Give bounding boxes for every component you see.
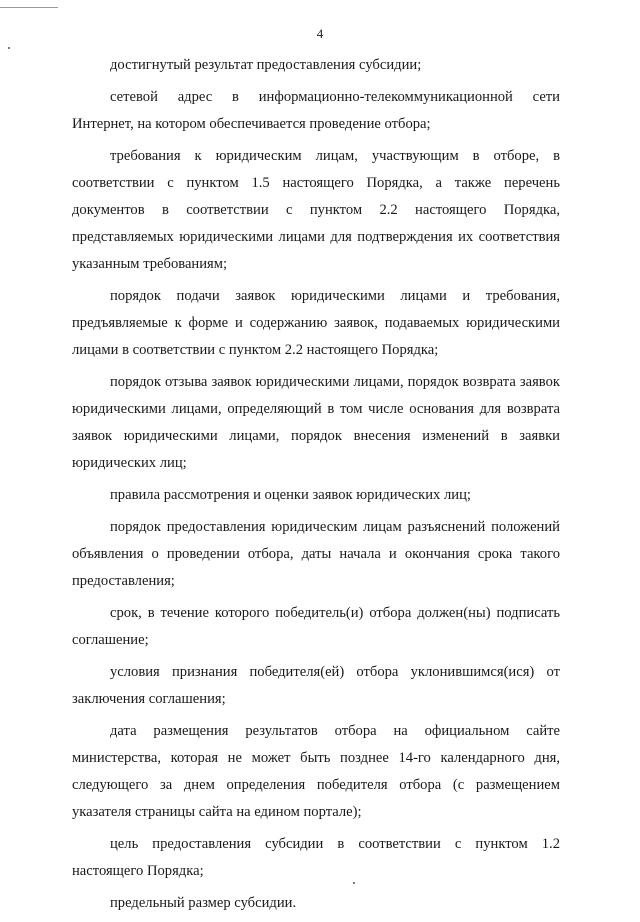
document-body xyxy=(72,52,560,922)
paragraph: порядок подачи заявок юридическими лицами и требования, предъявляемые к форме и содержанию заявок, подаваемых юридическими лицами в соответствии с пунктом 2.2 настоящего Порядка; xyxy=(72,288,560,358)
paragraph: дата размещения результатов отбора на официальном сайте министерства, которая не может быть позднее 14-го календарного дня, следующего за днем определения победителя отбора (с размещением указателя страницы сайта на едином портале); xyxy=(72,723,560,820)
paragraph: порядок отзыва заявок юридическими лицами, порядок возврата заявок юридическими лицами, определяющий в том числе основания для возврата заявок юридическими лицами, порядок внесения изменений в заявки юридических лиц; xyxy=(72,374,560,471)
paragraph: порядок предоставления юридическим лицам разъяснений положений объявления о проведении отбора, даты начала и окончания срока такого предоставления; xyxy=(72,519,560,589)
paragraph: цель предоставления субсидии в соответствии с пунктом 1.2 настоящего Порядка; xyxy=(72,836,560,879)
page-number: 4 xyxy=(316,26,324,41)
scan-edge-line xyxy=(0,7,58,8)
paragraph: срок, в течение которого победитель(и) отбора должен(ны) подписать соглашение; xyxy=(72,605,560,648)
paragraph: достигнутый результат предоставления субсидии; xyxy=(110,57,422,73)
paragraph: условия признания победителя(ей) отбора уклонившимся(ися) от заключения соглашения; xyxy=(72,664,560,707)
paragraph: предельный размер субсидии. xyxy=(110,895,297,911)
paragraph: правила рассмотрения и оценки заявок юридических лиц; xyxy=(110,487,471,503)
scan-speck xyxy=(8,47,10,49)
paragraph: сетевой адрес в информационно-телекоммуникационной сети Интернет, на котором обеспечивается проведение отбора; xyxy=(72,89,560,132)
paragraph: требования к юридическим лицам, участвующим в отборе, в соответствии с пунктом 1.5 настоящего Порядка, а также перечень документов в соответствии с пунктом 2.2 настоящего Порядка, представляемых юридическими лицами для подтверждения их соответствия указанным требованиям; xyxy=(72,148,560,272)
